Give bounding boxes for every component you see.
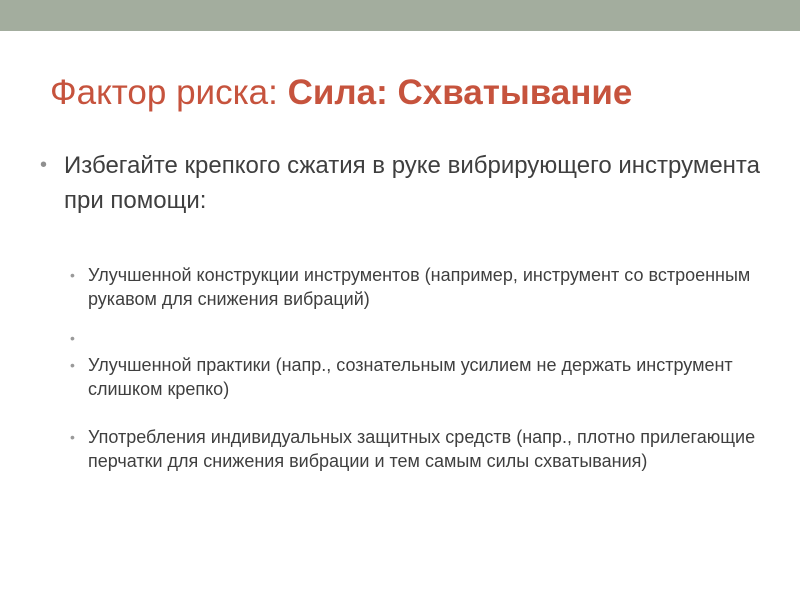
title-emphasis: Сила: Схватывание	[287, 73, 633, 112]
sub-bullet-text: Улучшенной практики (напр., сознательным усилием не держать инструмент слишком крепко)	[88, 355, 733, 399]
main-bullet-point	[40, 148, 760, 218]
sub-bullet-icon: •	[70, 429, 75, 445]
main-bullet-text: Избегайте крепкого сжатия в руке вибрирующего инструмента при помощи:	[64, 152, 760, 214]
sub-bullet-icon: •	[70, 357, 75, 373]
sub-bullet-list	[70, 263, 770, 488]
main-bullet-icon: •	[40, 154, 48, 176]
sub-bullet-text: Улучшенной конструкции инструментов (например, инструмент со встроенным рукавом для снижения вибраций)	[88, 265, 751, 309]
sub-bullet-item	[70, 425, 770, 473]
sub-bullet-item	[70, 353, 770, 401]
sub-bullet-item-empty	[70, 326, 770, 350]
top-decorative-band	[0, 0, 800, 31]
sub-bullet-icon: •	[70, 267, 75, 283]
title-prefix: Фактор риска:	[50, 73, 288, 112]
sub-bullet-item	[70, 263, 770, 311]
slide-title	[50, 72, 770, 114]
sub-bullet-icon: •	[70, 330, 75, 346]
sub-bullet-text: Употребления индивидуальных защитных средств (напр., плотно прилегающие перчатки для снижения вибрации и тем самым силы схватывания)	[88, 427, 756, 471]
